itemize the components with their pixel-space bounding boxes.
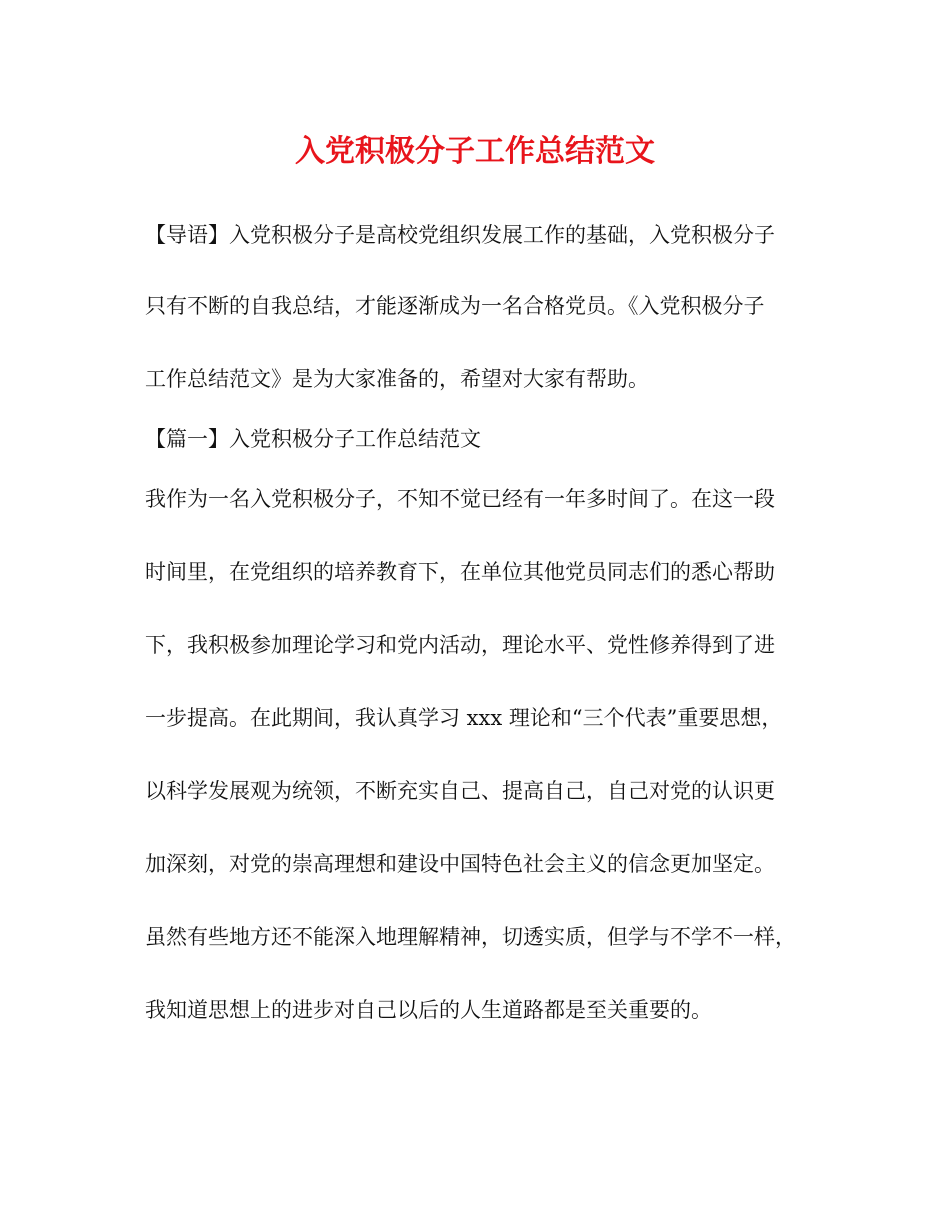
body-line-6: 加深刻，对党的崇高理想和建设中国特色社会主义的信念更加坚定。 xyxy=(145,852,775,876)
body-line-8: 我知道思想上的进步对自己以后的人生道路都是至关重要的。 xyxy=(145,998,712,1022)
section-heading: 【篇一】入党积极分子工作总结范文 xyxy=(145,427,481,451)
intro-line-1: 【导语】入党积极分子是高校党组织发展工作的基础，入党积极分子 xyxy=(145,223,775,247)
intro-line-3: 工作总结范文》是为大家准备的，希望对大家有帮助。 xyxy=(145,367,649,391)
body-line-7: 虽然有些地方还不能深入地理解精神，切透实质，但学与不学不一样， xyxy=(145,925,796,949)
body-line-5: 以科学发展观为统领，不断充实自己、提高自己，自己对党的认识更 xyxy=(145,779,775,803)
document-title: 入党积极分子工作总结范文 xyxy=(295,134,655,169)
body-line-3: 下，我积极参加理论学习和党内活动，理论水平、党性修养得到了进 xyxy=(145,633,775,657)
intro-line-2: 只有不断的自我总结，才能逐渐成为一名合格党员。《入党积极分子 xyxy=(145,294,765,318)
body-line-4: 一步提高。在此期间，我认真学习 xxx 理论和“三个代表”重要思想， xyxy=(145,706,783,730)
body-line-2: 时间里，在党组织的培养教育下，在单位其他党员同志们的悉心帮助 xyxy=(145,560,775,584)
body-line-1: 我作为一名入党积极分子，不知不觉已经有一年多时间了。在这一段 xyxy=(145,487,775,511)
